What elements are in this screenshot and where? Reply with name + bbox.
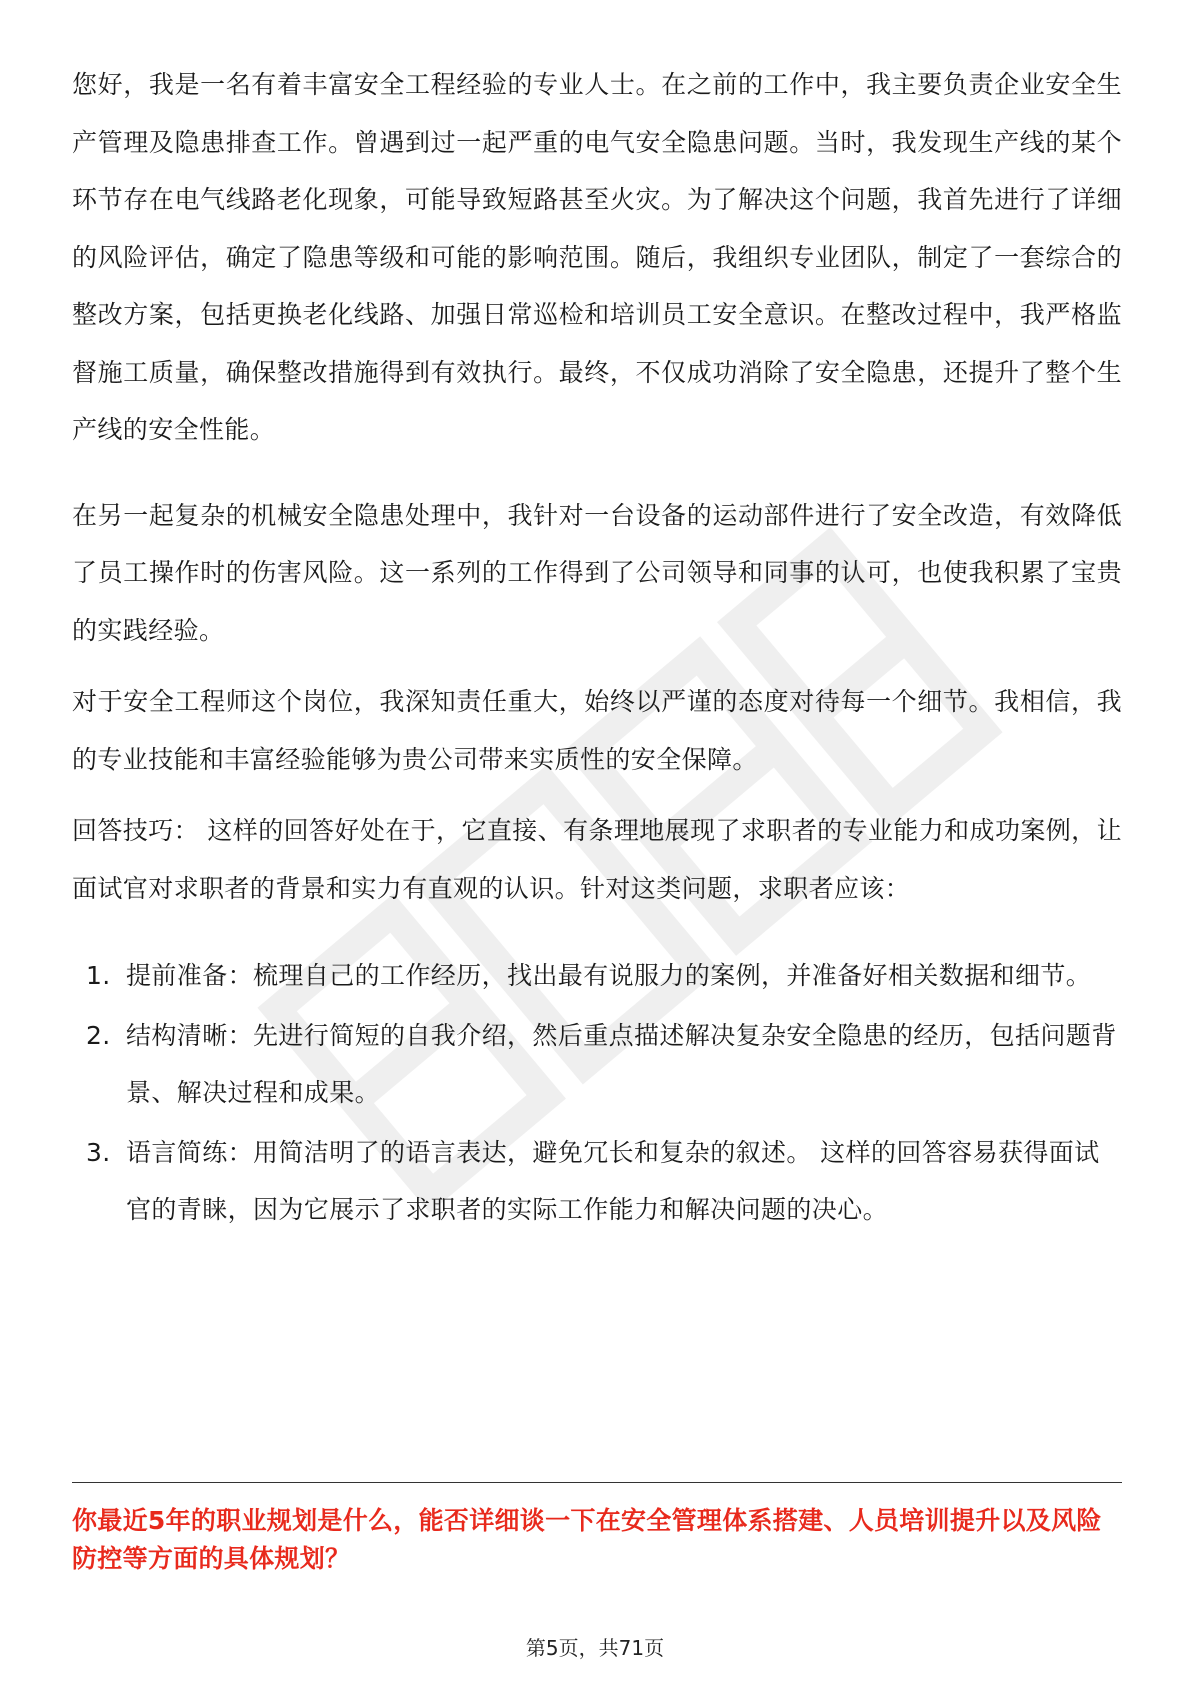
list-item xyxy=(72,947,1122,1005)
answer-tips-intro: 回答技巧： 这样的回答好处在于，它直接、有条理地展现了求职者的专业能力和成功案例，让面试官对求职者的背景和实力有直观的认识。针对这类问题，求职者应该： xyxy=(72,816,1122,903)
list-item xyxy=(72,1124,1122,1239)
list-item-number: 3. xyxy=(86,1137,111,1167)
page-number: 第5页，共71页 xyxy=(525,1636,665,1660)
answer-paragraph: 在另一起复杂的机械安全隐患处理中，我针对一台设备的运动部件进行了安全改造，有效降低了员工操作时的伤害风险。这一系列的工作得到了公司领导和同事的认可，也使我积累了宝贵的实践经验。 xyxy=(72,500,1122,645)
answer-paragraph: 对于安全工程师这个岗位，我深知责任重大，始终以严谨的态度对待每一个细节。我相信，我的专业技能和丰富经验能够为贵公司带来实质性的安全保障。 xyxy=(72,687,1122,774)
list-item-text: 语言简练：用简洁明了的语言表达，避免冗长和复杂的叙述。 这样的回答容易获得面试官的青睐，因为它展示了求职者的实际工作能力和解决问题的决心。 xyxy=(126,1137,1100,1224)
list-item-text: 提前准备：梳理自己的工作经历，找出最有说服力的案例，并准备好相关数据和细节。 xyxy=(126,961,1092,990)
next-question-heading: 你最近5年的职业规划是什么，能否详细谈一下在安全管理体系搭建、人员培训提升以及风险防控等方面的具体规划？ xyxy=(72,1506,1102,1573)
answer-paragraph: 您好，我是一名有着丰富安全工程经验的专业人士。在之前的工作中，我主要负责企业安全生产管理及隐患排查工作。曾遇到过一起严重的电气安全隐患问题。当时，我发现生产线的某个环节存在电气线路老化现象，可能导致短路甚至火灾。为了解决这个问题，我首先进行了详细的风险评估，确定了隐患等级和可能的影响范围。随后，我组织专业团队，制定了一套综合的整改方案，包括更换老化线路、加强日常巡检和培训员工安全意识。在整改过程中，我严格监督施工质量，确保整改措施得到有效执行。最终，不仅成功消除了安全隐患，还提升了整个生产线的安全性能。 xyxy=(72,70,1122,444)
document-body xyxy=(72,56,1122,1241)
tips-list xyxy=(72,947,1122,1239)
list-item-text: 结构清晰：先进行简短的自我介绍，然后重点描述解决复杂安全隐患的经历，包括问题背景、解决过程和成果。 xyxy=(126,1020,1117,1107)
list-item xyxy=(72,1007,1122,1122)
section-divider xyxy=(72,1482,1122,1483)
list-item-number: 1. xyxy=(86,961,111,990)
list-item-number: 2. xyxy=(86,1020,111,1050)
